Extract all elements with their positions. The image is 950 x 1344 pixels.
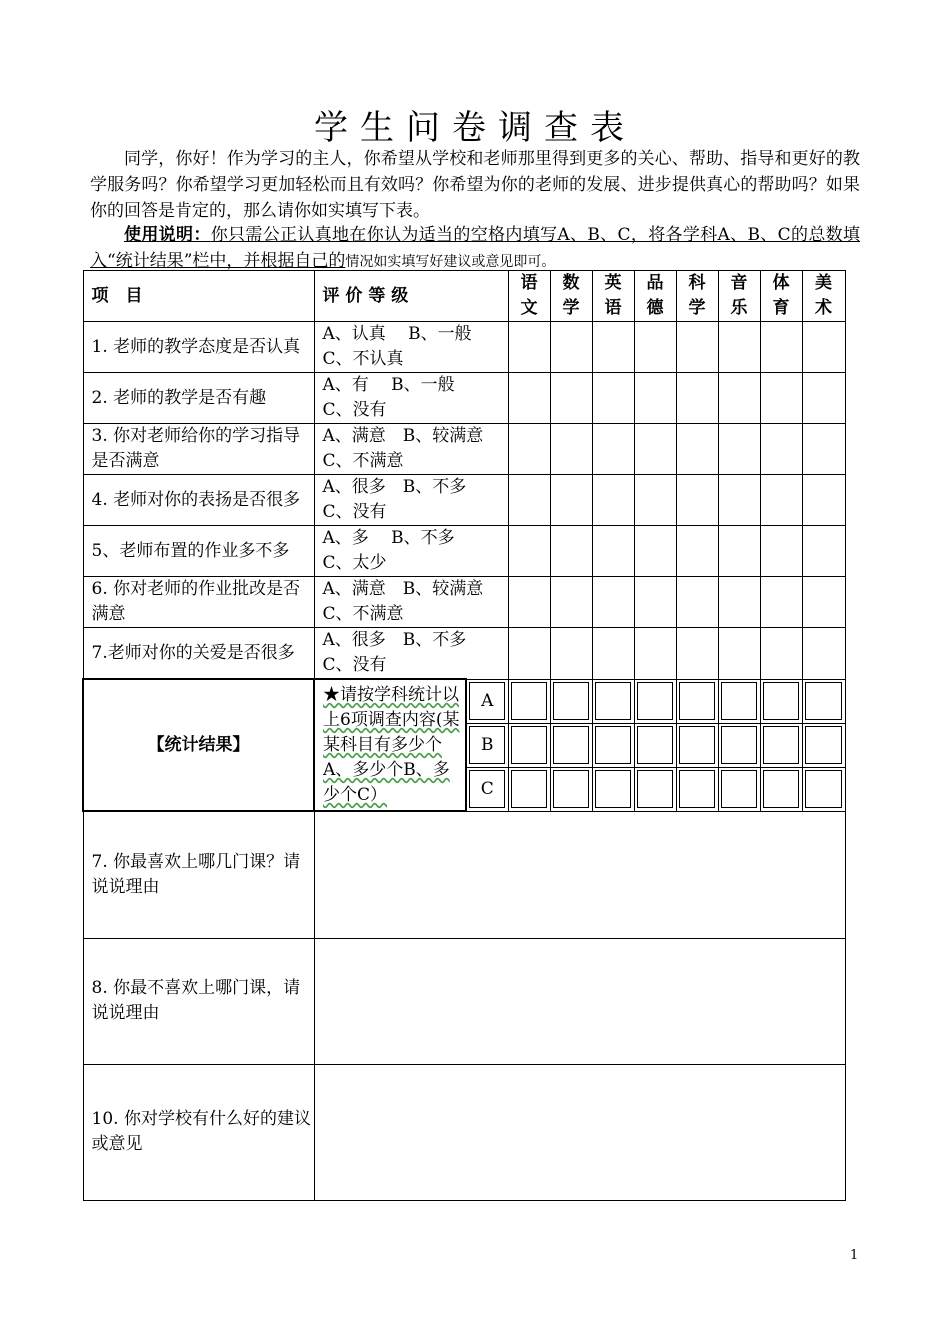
subject-label: 音乐 (730, 273, 748, 318)
open-question-row (83, 938, 845, 1064)
answer-cell[interactable] (592, 424, 634, 475)
stats-cell[interactable] (550, 767, 592, 811)
question-options (314, 577, 508, 628)
answer-cell[interactable] (550, 322, 592, 373)
answer-cell[interactable] (718, 628, 760, 680)
answer-cell[interactable] (550, 577, 592, 628)
stats-cell[interactable] (718, 723, 760, 767)
option-line: A、满意 B、较满意 (322, 579, 484, 599)
answer-cell[interactable] (802, 373, 845, 424)
stats-cell[interactable] (676, 767, 718, 811)
instructions-tail: 情况如实填写好建议或意见即可。 (345, 254, 556, 270)
subject-label: 语文 (520, 273, 538, 318)
subject-label: 英语 (604, 273, 622, 318)
option-line: A、多 B、不多 (322, 528, 455, 548)
open-question-row (83, 811, 845, 938)
question-row (83, 373, 845, 424)
answer-cell[interactable] (718, 577, 760, 628)
subject-header (760, 271, 802, 322)
answer-cell[interactable] (592, 475, 634, 526)
stats-cell[interactable] (676, 679, 718, 723)
answer-cell[interactable] (550, 424, 592, 475)
instructions-paragraph (90, 222, 860, 275)
answer-cell[interactable] (802, 526, 845, 577)
question-item: 7.老师对你的关爱是否很多 (83, 628, 314, 680)
subject-label: 数学 (562, 273, 580, 318)
open-question-row (83, 1064, 845, 1200)
stats-note (314, 679, 466, 811)
answer-cell[interactable] (802, 577, 845, 628)
stats-note-text: ★请按学科统计以上6项调查内容(某某科目有多少个A、多少个B、多少个C） (323, 684, 460, 805)
answer-cell[interactable] (760, 373, 802, 424)
stats-cell[interactable] (760, 767, 802, 811)
open-question-label: 10. 你对学校有什么好的建议或意见 (83, 1064, 314, 1200)
subject-header (592, 271, 634, 322)
option-line: C、不认真 (322, 349, 404, 369)
answer-cell[interactable] (634, 628, 676, 680)
option-line: A、很多 B、不多 (322, 630, 467, 650)
survey-table (82, 270, 846, 1201)
answer-cell[interactable] (676, 424, 718, 475)
subject-label: 品德 (646, 273, 664, 318)
answer-cell[interactable] (802, 424, 845, 475)
answer-cell[interactable] (592, 577, 634, 628)
page-number: 1 (850, 1248, 859, 1263)
answer-cell[interactable] (592, 628, 634, 680)
answer-cell[interactable] (634, 322, 676, 373)
option-line: C、没有 (322, 400, 387, 420)
question-item: 3. 你对老师给你的学习指导是否满意 (83, 424, 314, 475)
stats-label: 【统计结果】 (83, 679, 314, 811)
question-row (83, 424, 845, 475)
stats-cell[interactable] (550, 679, 592, 723)
answer-cell[interactable] (718, 526, 760, 577)
question-item: 1. 老师的教学态度是否认真 (83, 322, 314, 373)
stats-cell[interactable] (634, 679, 676, 723)
open-answer-area[interactable] (314, 811, 845, 938)
answer-cell[interactable] (802, 322, 845, 373)
answer-cell[interactable] (802, 475, 845, 526)
answer-cell[interactable] (760, 577, 802, 628)
answer-cell[interactable] (760, 526, 802, 577)
answer-cell[interactable] (508, 577, 550, 628)
answer-cell[interactable] (508, 322, 550, 373)
answer-cell[interactable] (760, 628, 802, 680)
question-options (314, 373, 508, 424)
answer-cell[interactable] (550, 373, 592, 424)
header-row (83, 271, 845, 322)
subject-header (802, 271, 845, 322)
answer-cell[interactable] (508, 373, 550, 424)
stats-cell[interactable] (718, 679, 760, 723)
question-row (83, 322, 845, 373)
stats-cell[interactable] (802, 767, 845, 811)
instructions-text: 你只需公正认真地在你认为适当的空格内填写A、B、C，将各学科A、B、C的总数填入“统计结果”栏中，并根据自己的 (90, 225, 860, 271)
intro-paragraph: 同学，你好！作为学习的主人，你希望从学校和老师那里得到更多的关心、帮助、指导和更好的教学服务吗？你希望学习更加轻松而且有效吗？你希望为你的老师的发展、进步提供真心的帮助吗？如果你的回答是肯定的，那么请你如实填写下表。 (90, 149, 860, 221)
stats-row (83, 679, 845, 723)
subject-header (634, 271, 676, 322)
subject-label: 体育 (772, 273, 790, 318)
answer-cell[interactable] (676, 577, 718, 628)
answer-cell[interactable] (508, 424, 550, 475)
answer-cell[interactable] (676, 475, 718, 526)
header-item: 项 目 (83, 271, 314, 322)
header-grade: 评 价 等 级 (314, 271, 508, 322)
answer-cell[interactable] (634, 373, 676, 424)
subject-header (676, 271, 718, 322)
question-options (314, 475, 508, 526)
open-answer-area[interactable] (314, 938, 845, 1064)
answer-cell[interactable] (676, 322, 718, 373)
stats-cell[interactable] (760, 679, 802, 723)
option-line: A、很多 B、不多 (322, 477, 467, 497)
question-options (314, 424, 508, 475)
open-question-label: 8. 你最不喜欢上哪门课，请说说理由 (83, 938, 314, 1064)
question-options (314, 628, 508, 680)
option-line: C、不满意 (322, 604, 404, 624)
answer-cell[interactable] (802, 628, 845, 680)
answer-cell[interactable] (550, 526, 592, 577)
question-row (83, 526, 845, 577)
answer-cell[interactable] (550, 628, 592, 680)
subject-label: 科学 (688, 273, 706, 318)
stats-cell[interactable] (592, 723, 634, 767)
stats-cell[interactable] (634, 767, 676, 811)
subject-label: 美术 (815, 273, 833, 318)
answer-cell[interactable] (592, 322, 634, 373)
question-row (83, 475, 845, 526)
option-line: A、认真 B、一般 (322, 324, 472, 344)
option-line: C、不满意 (322, 451, 404, 471)
stats-cell[interactable] (592, 767, 634, 811)
page-title: 学生问卷调查表 (314, 108, 636, 148)
stats-cell[interactable] (676, 723, 718, 767)
question-item: 6. 你对老师的作业批改是否满意 (83, 577, 314, 628)
answer-cell[interactable] (634, 577, 676, 628)
question-options (314, 322, 508, 373)
answer-cell[interactable] (508, 628, 550, 680)
question-row (83, 628, 845, 680)
answer-cell[interactable] (718, 322, 760, 373)
option-line: C、太少 (322, 553, 387, 573)
answer-cell[interactable] (676, 373, 718, 424)
stats-cell[interactable] (508, 679, 550, 723)
answer-cell[interactable] (760, 424, 802, 475)
answer-cell[interactable] (676, 526, 718, 577)
answer-cell[interactable] (634, 526, 676, 577)
stats-cell[interactable] (802, 723, 845, 767)
open-answer-area[interactable] (314, 1064, 845, 1200)
stats-cell[interactable] (634, 723, 676, 767)
answer-cell[interactable] (550, 475, 592, 526)
option-line: A、有 B、一般 (322, 375, 455, 395)
grade-label: C (466, 767, 508, 811)
answer-cell[interactable] (634, 424, 676, 475)
stats-cell[interactable] (550, 723, 592, 767)
answer-cell[interactable] (718, 475, 760, 526)
subject-header (550, 271, 592, 322)
answer-cell[interactable] (718, 424, 760, 475)
answer-cell[interactable] (634, 475, 676, 526)
stats-cell[interactable] (718, 767, 760, 811)
instructions-lead: 使用说明： (124, 225, 211, 245)
answer-cell[interactable] (718, 373, 760, 424)
answer-cell[interactable] (508, 475, 550, 526)
question-item: 2. 老师的教学是否有趣 (83, 373, 314, 424)
open-question-label: 7. 你最喜欢上哪几门课？请说说理由 (83, 811, 314, 938)
question-row (83, 577, 845, 628)
subject-header (718, 271, 760, 322)
answer-cell[interactable] (592, 373, 634, 424)
answer-cell[interactable] (592, 526, 634, 577)
stats-cell[interactable] (508, 723, 550, 767)
question-item: 5、老师布置的作业多不多 (83, 526, 314, 577)
question-item: 4. 老师对你的表扬是否很多 (83, 475, 314, 526)
answer-cell[interactable] (760, 475, 802, 526)
stats-cell[interactable] (760, 723, 802, 767)
option-line: A、满意 B、较满意 (322, 426, 484, 446)
answer-cell[interactable] (508, 526, 550, 577)
option-line: C、没有 (322, 502, 387, 522)
question-options (314, 526, 508, 577)
option-line: C、没有 (322, 655, 387, 675)
subject-header (508, 271, 550, 322)
grade-label: A (466, 679, 508, 723)
stats-cell[interactable] (508, 767, 550, 811)
answer-cell[interactable] (760, 322, 802, 373)
stats-cell[interactable] (592, 679, 634, 723)
answer-cell[interactable] (676, 628, 718, 680)
stats-cell[interactable] (802, 679, 845, 723)
grade-label: B (466, 723, 508, 767)
